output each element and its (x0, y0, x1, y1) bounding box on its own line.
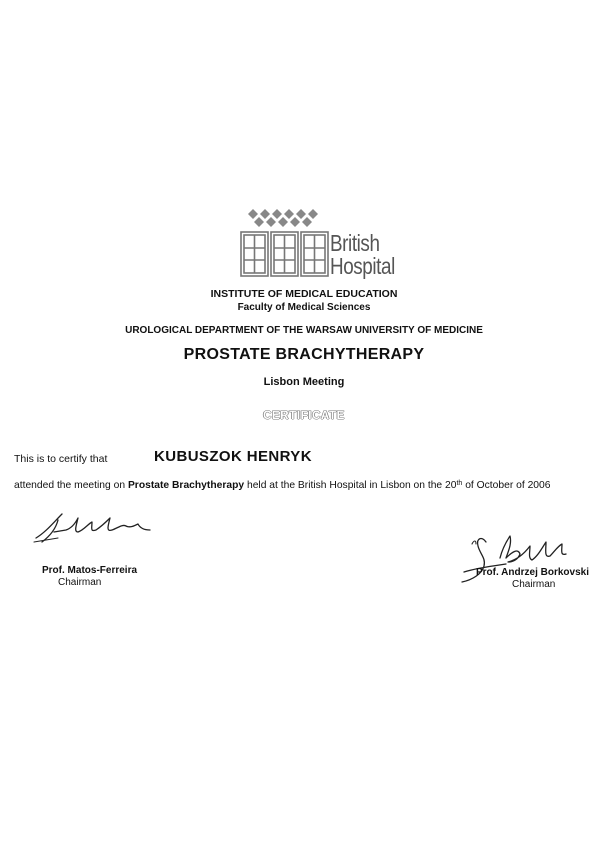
logo-text-british: British (330, 230, 380, 256)
department-name: UROLOGICAL DEPARTMENT OF THE WARSAW UNIVERSITY OF MEDICINE (125, 325, 483, 336)
certificate-title: PROSTATE BRACHYTHERAPY (183, 346, 425, 363)
signature-matos-ferreira (32, 508, 156, 558)
certificate-label: CERTIFICATE (263, 410, 345, 422)
certify-text: This is to certify that (14, 453, 108, 465)
institute-name: INSTITUTE OF MEDICAL EDUCATION (210, 288, 398, 300)
attended-middle: held at the British Hospital in Lisbon on the 20 (244, 480, 457, 491)
logo-text-hospital: Hospital (330, 253, 395, 279)
british-hospital-logo (238, 208, 404, 280)
signatory-2-role: Chairman (512, 579, 556, 590)
attended-ordinal: th (456, 480, 463, 487)
attended-suffix: of October of 2006 (462, 480, 551, 491)
recipient-name: KUBUSZOK HENRYK (154, 448, 312, 465)
meeting-name: Lisbon Meeting (263, 376, 345, 388)
signatory-2-name: Prof. Andrzej Borkovski (476, 567, 589, 578)
signatory-1-name: Prof. Matos-Ferreira (42, 565, 138, 576)
attended-prefix: attended the meeting on (14, 480, 128, 491)
signatory-1-role: Chairman (58, 577, 102, 588)
signature-borkovski (446, 528, 576, 588)
attendance-statement (14, 480, 550, 491)
faculty-name: Faculty of Medical Sciences (237, 302, 371, 313)
attended-topic: Prostate Brachytherapy (127, 480, 245, 491)
